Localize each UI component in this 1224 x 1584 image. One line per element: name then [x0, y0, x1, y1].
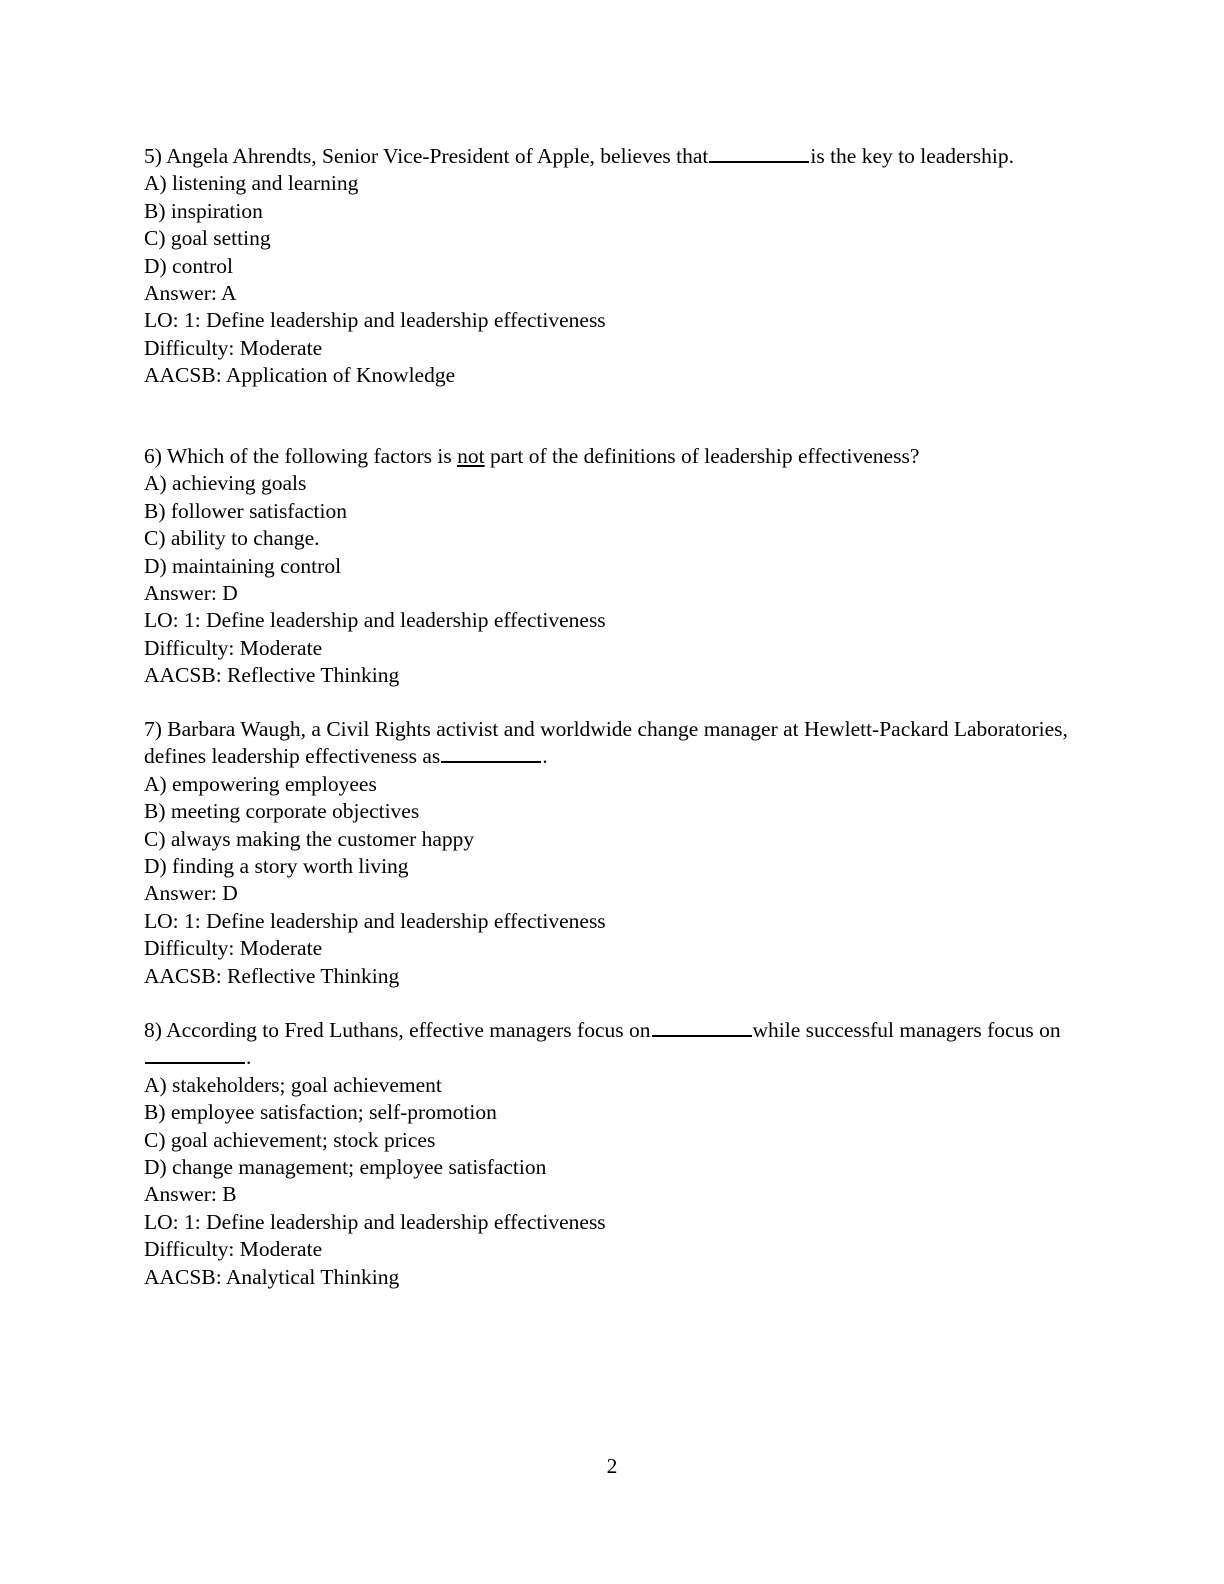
question-8: [144, 1017, 1084, 1291]
page-number: 2: [606, 1454, 618, 1478]
question-stem: [144, 443, 1084, 470]
option-b: B) follower satisfaction: [144, 498, 348, 523]
answer: Answer: D: [144, 580, 238, 605]
question-stem: [144, 716, 1084, 771]
aacsb: AACSB: Application of Knowledge: [144, 363, 456, 388]
option-a: A) empowering employees: [144, 771, 377, 796]
learning-objective: LO: 1: Define leadership and leadership effectiveness: [144, 608, 606, 633]
difficulty: Difficulty: Moderate: [144, 936, 323, 961]
aacsb: AACSB: Analytical Thinking: [144, 1264, 400, 1289]
question-stem: [144, 143, 1084, 170]
question-5: [144, 143, 1084, 390]
stem-text: 6) Which of the following factors is: [144, 444, 452, 468]
answer: Answer: A: [144, 280, 237, 305]
option-c: C) ability to change.: [144, 526, 320, 551]
option-c: C) always making the customer happy: [144, 826, 475, 851]
difficulty: Difficulty: Moderate: [144, 1237, 323, 1262]
option-d: D) control: [144, 253, 233, 278]
stem-text: .: [246, 1045, 252, 1070]
answer: Answer: D: [144, 881, 238, 906]
learning-objective: LO: 1: Define leadership and leadership effectiveness: [144, 1209, 606, 1234]
option-b: B) inspiration: [144, 198, 263, 223]
answer-blank: [709, 143, 809, 163]
answer: Answer: B: [144, 1182, 237, 1207]
stem-text: part of the definitions of leadership effectiveness?: [489, 444, 920, 468]
option-a: A) stakeholders; goal achievement: [144, 1072, 442, 1097]
difficulty: Difficulty: Moderate: [144, 335, 323, 360]
stem-text: 8) According to Fred Luthans, effective managers focus on: [144, 1018, 651, 1042]
learning-objective: LO: 1: Define leadership and leadership effectiveness: [144, 908, 606, 933]
stem-text: 5) Angela Ahrendts, Senior Vice-President of Apple, believes that: [144, 144, 709, 168]
stem-text: .: [542, 744, 548, 769]
question-6: [144, 443, 1084, 690]
option-c: C) goal setting: [144, 226, 271, 251]
option-a: A) achieving goals: [144, 471, 307, 496]
aacsb: AACSB: Reflective Thinking: [144, 963, 400, 988]
option-d: D) maintaining control: [144, 553, 342, 578]
stem-emphasis: not: [457, 444, 485, 468]
stem-text: 7) Barbara Waugh, a Civil Rights activist and worldwide change manager at Hewlett-Packard Laboratories, defines leadership effectiveness as: [144, 717, 1068, 769]
answer-blank: [652, 1017, 752, 1037]
difficulty: Difficulty: Moderate: [144, 635, 323, 660]
option-d: D) finding a story worth living: [144, 853, 409, 878]
answer-blank: [441, 743, 541, 763]
option-b: B) meeting corporate objectives: [144, 799, 420, 824]
stem-text: while successful managers focus on: [752, 1018, 1061, 1042]
option-b: B) employee satisfaction; self-promotion: [144, 1100, 497, 1125]
option-c: C) goal achievement; stock prices: [144, 1127, 436, 1152]
aacsb: AACSB: Reflective Thinking: [144, 663, 400, 688]
stem-text: is the key to leadership.: [810, 144, 1014, 168]
option-a: A) listening and learning: [144, 171, 359, 196]
question-stem: [144, 1017, 1084, 1072]
option-d: D) change management; employee satisfaction: [144, 1154, 547, 1179]
learning-objective: LO: 1: Define leadership and leadership effectiveness: [144, 308, 606, 333]
question-7: [144, 716, 1084, 990]
answer-blank: [145, 1044, 245, 1064]
